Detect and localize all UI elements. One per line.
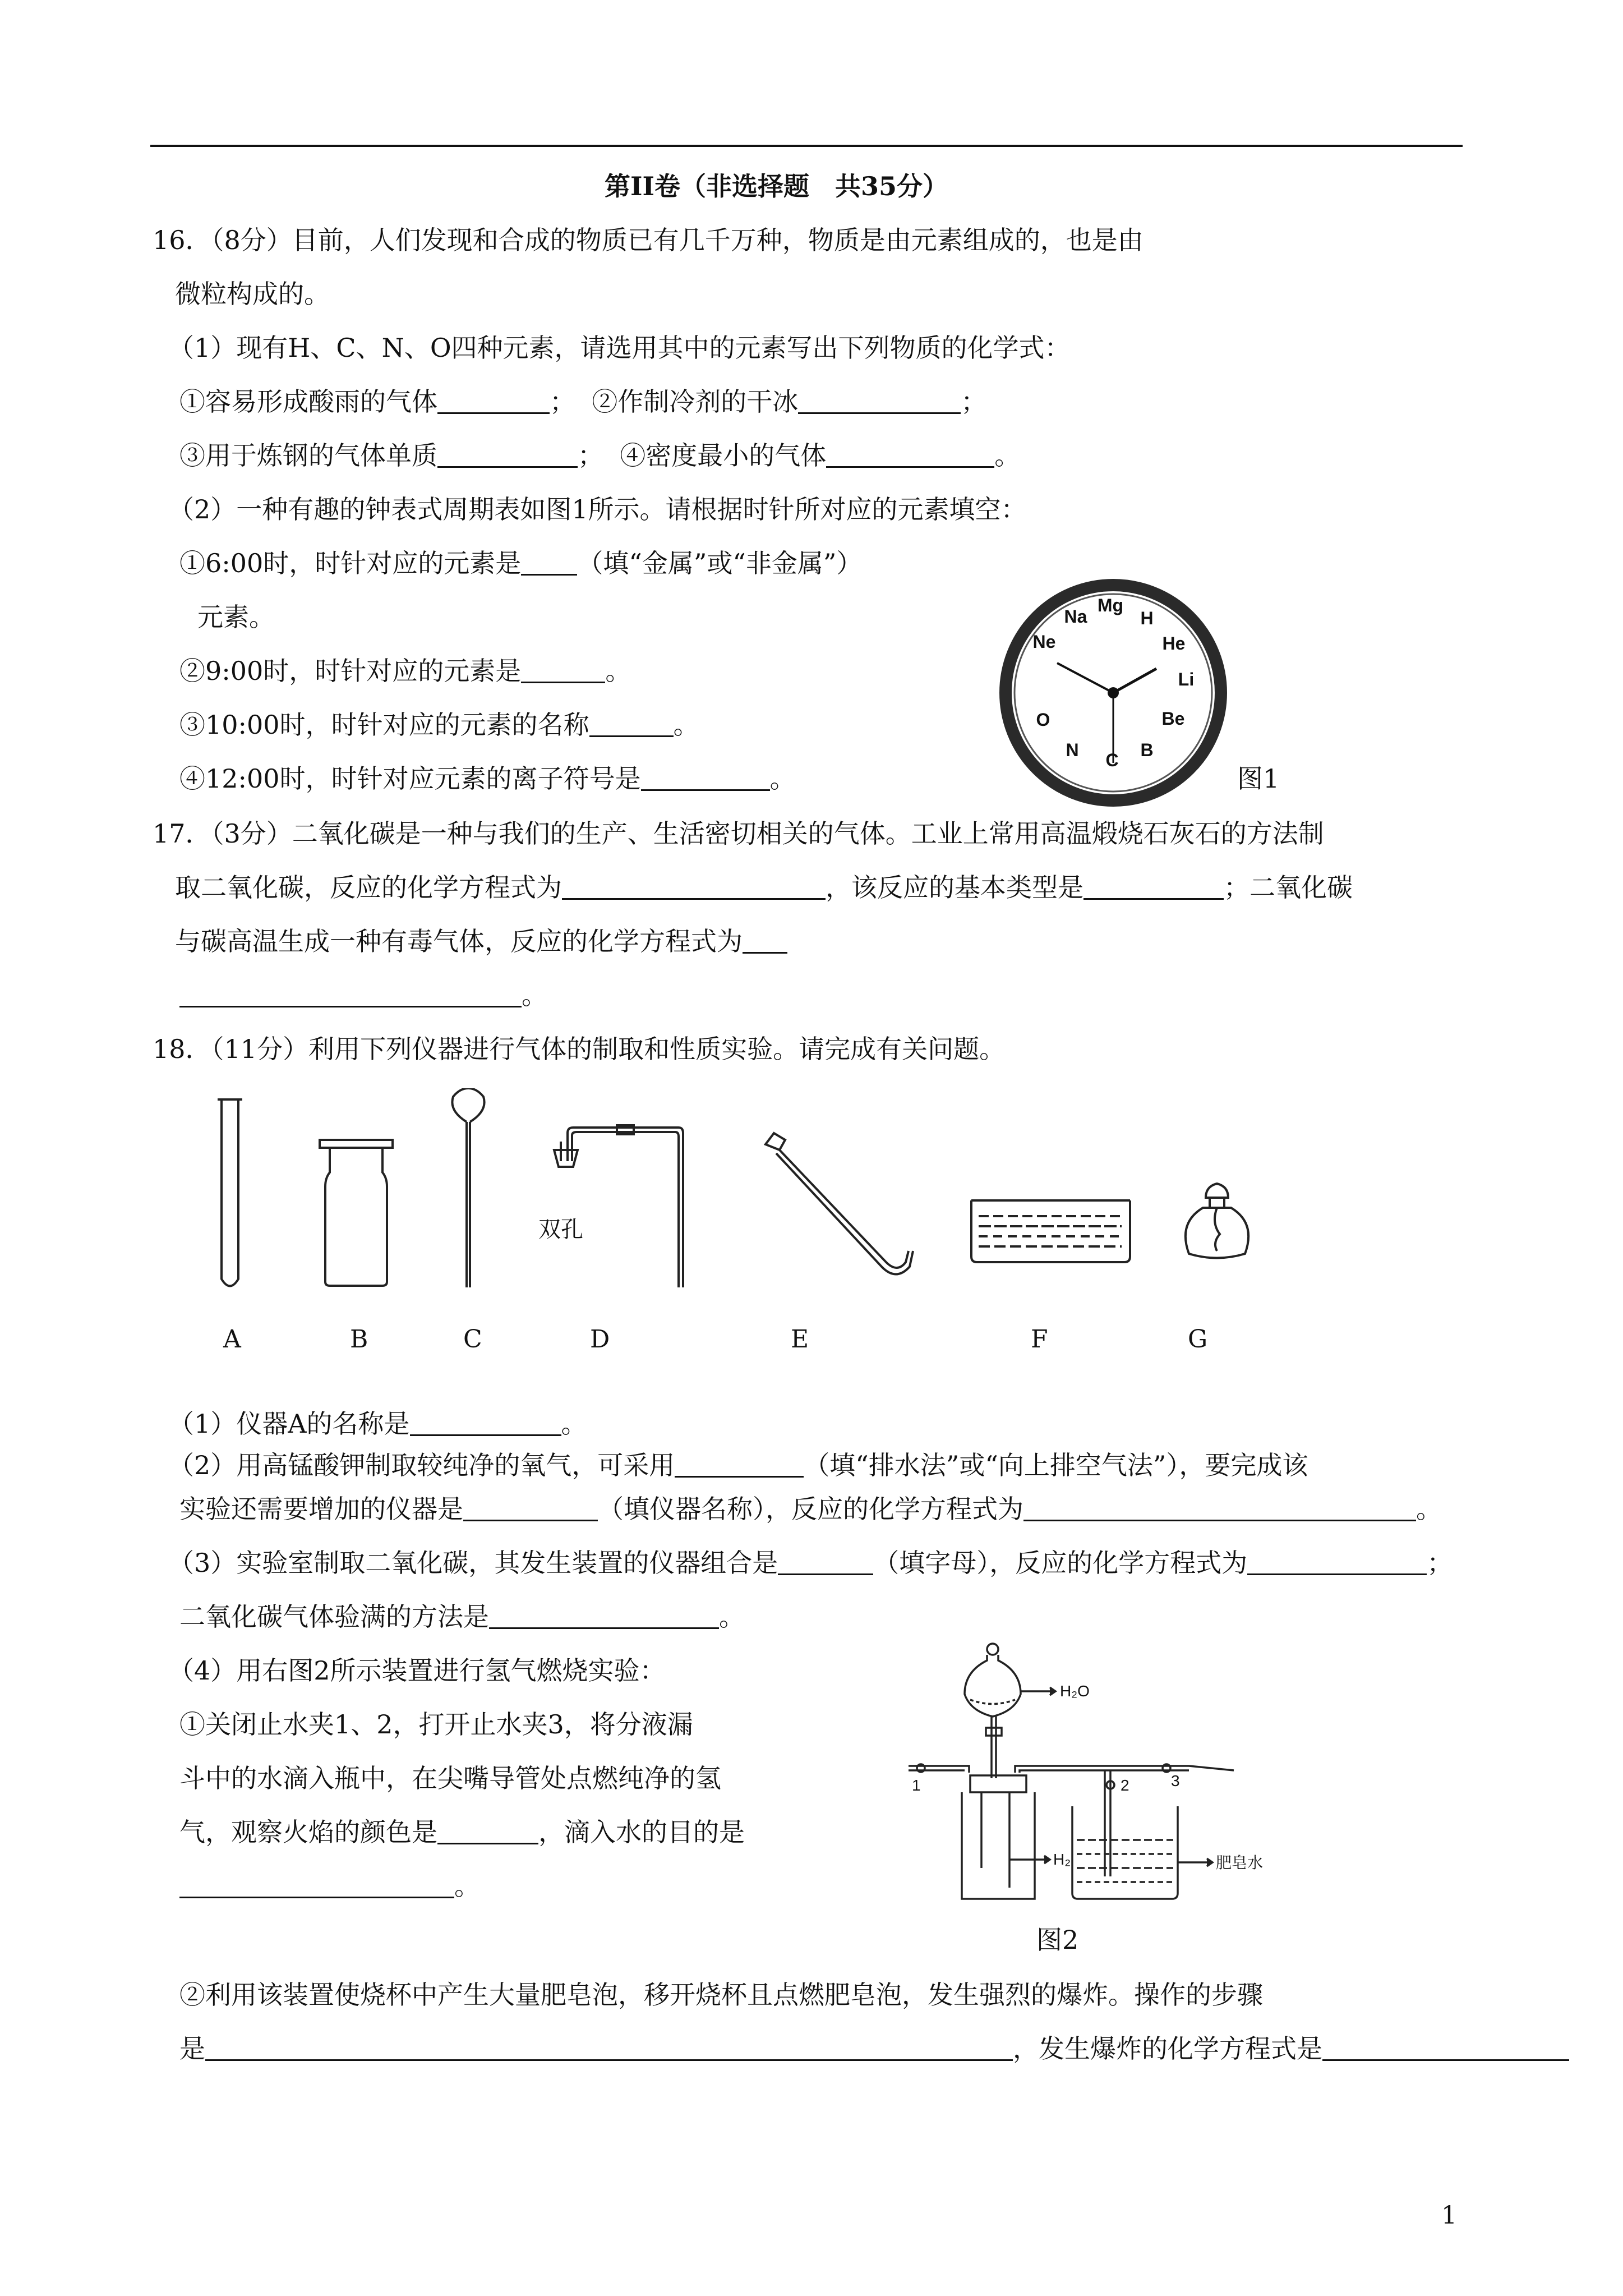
period: 。 <box>454 1871 480 1901</box>
q16-part2: （2）一种有趣的钟表式周期表如图1所示。请根据时针所对应的元素填空： <box>168 494 1027 524</box>
answer-blank[interactable] <box>521 657 605 683</box>
answer-blank[interactable] <box>798 388 961 414</box>
q18-p2-text: （2）用高锰酸钾制取较纯净的氧气，可采用 <box>168 1450 675 1480</box>
answer-blank[interactable] <box>1322 2035 1569 2061</box>
clock-label-na: Na <box>1064 606 1087 627</box>
answer-blank[interactable] <box>675 1451 804 1478</box>
bent-delivery-tube-icon <box>766 1133 913 1274</box>
clock-label-o: O <box>1036 710 1050 730</box>
answer-blank[interactable] <box>205 2035 1013 2061</box>
q16-p1-a: ①容易形成酸雨的气体 <box>179 386 437 417</box>
q18-part2-line1 <box>168 1448 1308 1482</box>
q16-stem-1: 16．（8分）目前，人们发现和合成的物质已有几千万种，物质是由元素组成的，也是由 <box>153 225 1144 255</box>
hydrogen-apparatus-figure <box>909 1638 1312 1902</box>
fig2-h2-label: H₂ <box>1053 1851 1071 1868</box>
beaker-icon <box>1072 1806 1178 1899</box>
q18-part2-line2 <box>179 1492 1442 1526</box>
clock-label-li: Li <box>1178 669 1195 689</box>
answer-blank[interactable] <box>641 765 770 791</box>
separatory-funnel-icon <box>965 1644 1021 1778</box>
q18-p4-1-text: 气，观察火焰的颜色是 <box>179 1817 437 1847</box>
q16-p2-a-cont: 元素。 <box>197 602 275 632</box>
answer-blank[interactable] <box>778 1549 873 1575</box>
q16-p2-d: ④12:00时，时针对应元素的离子符号是 <box>179 763 641 794</box>
q17-line2a: 取二氧化碳，反应的化学方程式为 <box>175 872 562 903</box>
q16-p2-c-line <box>179 708 699 742</box>
label-d: D <box>590 1325 610 1354</box>
q18-stem: 18．（11分）利用下列仪器进行气体的制取和性质实验。请完成有关问题。 <box>153 1034 1006 1064</box>
answer-blank[interactable] <box>437 1818 538 1844</box>
q17-line2b: ，该反应的基本类型是 <box>826 872 1083 903</box>
clock-label-c: C <box>1105 750 1119 770</box>
q16-p1-b: ②作制冷剂的干冰 <box>592 386 799 417</box>
answer-blank[interactable] <box>1247 1549 1427 1575</box>
q17-line1: 17．（3分）二氧化碳是一种与我们的生产、生活密切相关的气体。工业上常用高温煅烧石灰石的方法制 <box>153 818 1324 849</box>
q16-p2-a: ①6:00时，时针对应的元素是 <box>179 548 522 578</box>
answer-blank[interactable] <box>179 981 522 1007</box>
apparatus-figure <box>202 1088 1279 1301</box>
fig2-caption: 图2 <box>1036 1925 1079 1955</box>
answer-blank[interactable] <box>437 388 550 414</box>
answer-blank[interactable] <box>826 441 994 468</box>
alcohol-lamp-icon <box>1186 1184 1248 1258</box>
answer-blank[interactable] <box>463 1495 598 1521</box>
q16-p1-d: ④密度最小的气体 <box>620 440 827 471</box>
q16-p2-c: ③10:00时，时针对应的元素的名称 <box>179 710 589 740</box>
clock-label-mg: Mg <box>1097 595 1124 615</box>
separator: ； <box>550 386 575 417</box>
answer-blank[interactable] <box>1023 1495 1416 1521</box>
fig1-caption: 图1 <box>1237 763 1280 794</box>
clock-label-ne: Ne <box>1032 632 1056 652</box>
period: 。 <box>719 1602 745 1632</box>
label-b: B <box>350 1325 368 1354</box>
q18-p4-1-line4 <box>179 1869 480 1903</box>
q18-p4-1-line3 <box>179 1815 745 1849</box>
answer-blank[interactable] <box>589 711 674 737</box>
period: 。 <box>522 980 547 1010</box>
period: 。 <box>769 763 796 794</box>
period: 。 <box>561 1409 587 1439</box>
water-trough-icon <box>971 1200 1130 1262</box>
label-c: C <box>463 1325 482 1354</box>
fig2-clamp-3-label: 3 <box>1171 1772 1180 1789</box>
q18-p4-1-line1: ①关闭止水夹1、2，打开止水夹3，将分液漏 <box>179 1709 693 1740</box>
section-title: 第II卷（非选择题 共35分） <box>605 171 949 201</box>
q16-part1: （1）现有H、C、N、O四种元素，请选用其中的元素写出下列物质的化学式： <box>168 333 1071 363</box>
label-a: A <box>223 1325 241 1354</box>
long-neck-funnel-icon <box>452 1088 484 1287</box>
q18-p4-2-text2: ，发生爆炸的化学方程式是 <box>1013 2033 1322 2064</box>
q16-p2-b-line <box>179 654 631 688</box>
q18-part4: （4）用右图2所示装置进行氢气燃烧实验： <box>168 1655 666 1686</box>
q18-part3-line2 <box>179 1600 745 1634</box>
answer-blank[interactable] <box>489 1603 719 1629</box>
two-hole-stopper-tube-icon <box>554 1125 683 1287</box>
q18-p2-text2: 实验还需要增加的仪器是 <box>179 1494 463 1524</box>
fig2-clamp-2-label: 2 <box>1121 1777 1129 1794</box>
answer-blank[interactable] <box>410 1410 561 1436</box>
gas-jar-icon <box>320 1140 393 1286</box>
fig2-clamp-1-label: 1 <box>912 1777 921 1794</box>
q16-stem-2: 微粒构成的。 <box>175 279 330 309</box>
q18-p2-hint: （填“排水法”或“向上排空气法”），要完成该 <box>804 1450 1308 1480</box>
q17-line2c: ；二氧化碳 <box>1224 872 1353 903</box>
clock-periodic-table-figure <box>998 578 1228 808</box>
q17-line3 <box>175 924 787 958</box>
q18-part3-line1 <box>168 1546 1453 1580</box>
q18-p4-2-line2 <box>179 2032 1569 2065</box>
period: 。 <box>1416 1494 1442 1524</box>
clock-label-he: He <box>1162 633 1186 654</box>
answer-blank[interactable] <box>179 1872 454 1898</box>
q18-p4-1-text2: ，滴入水的目的是 <box>538 1817 745 1847</box>
q16-p1-row1 <box>179 385 986 418</box>
q16-p1-c: ③用于炼钢的气体单质 <box>179 440 437 471</box>
separator: ； <box>961 386 987 417</box>
q16-p2-a-line <box>179 546 862 580</box>
gas-bottle-icon <box>962 1775 1035 1899</box>
clock-label-b: B <box>1140 740 1154 760</box>
q18-p4-2-text: 是 <box>179 2033 205 2064</box>
q18-p4-2-line1: ②利用该装置使烧杯中产生大量肥皂泡，移开烧杯且点燃肥皂泡，发生强烈的爆炸。操作的步骤 <box>179 1980 1263 2010</box>
q16-p2-b: ②9:00时，时针对应的元素是 <box>179 656 522 686</box>
separator: ； <box>1427 1548 1453 1578</box>
fig2-soap-label: 肥皂水 <box>1216 1854 1264 1871</box>
top-rule <box>150 145 1463 147</box>
answer-blank[interactable] <box>562 873 826 900</box>
clock-label-be: Be <box>1161 708 1185 729</box>
q17-line4 <box>179 978 547 1012</box>
label-e: E <box>791 1325 809 1354</box>
q18-p3-text: （3）实验室制取二氧化碳，其发生装置的仪器组合是 <box>168 1548 778 1578</box>
q18-p3-text3: 二氧化碳气体验满的方法是 <box>179 1602 489 1632</box>
q17-line3-text: 与碳高温生成一种有毒气体，反应的化学方程式为 <box>175 926 743 956</box>
fig2-h2o-label: H₂O <box>1060 1682 1090 1700</box>
clock-label-h: H <box>1140 608 1154 628</box>
q18-part1 <box>168 1407 587 1441</box>
q16-p2-d-line <box>179 762 796 795</box>
q18-p4-1-line2: 斗中的水滴入瓶中，在尖嘴导管处点燃纯净的氢 <box>179 1763 721 1793</box>
label-f: F <box>1031 1325 1048 1354</box>
label-g: G <box>1188 1325 1208 1354</box>
answer-blank[interactable] <box>437 441 578 468</box>
answer-blank[interactable] <box>521 549 577 576</box>
page-number: 1 <box>1441 2201 1457 2230</box>
answer-blank[interactable] <box>1083 873 1224 900</box>
q17-line2 <box>175 871 1353 904</box>
period: 。 <box>673 710 699 740</box>
answer-blank[interactable] <box>743 927 787 954</box>
test-tube-icon <box>218 1099 242 1286</box>
d-label-two-hole: 双孔 <box>538 1217 583 1243</box>
q16-p1-row2 <box>179 439 1020 472</box>
q18-p3-text2: （填字母），反应的化学方程式为 <box>873 1548 1248 1578</box>
period: 。 <box>994 440 1021 471</box>
separator: ； <box>578 440 603 471</box>
q16-p2-a-hint: （填“金属”或“非金属”） <box>577 548 863 578</box>
q18-p2-text3: （填仪器名称），反应的化学方程式为 <box>598 1494 1023 1524</box>
right-tube <box>1015 1766 1234 1773</box>
clock-label-n: N <box>1066 740 1079 760</box>
q18-p1-text: （1）仪器A的名称是 <box>168 1409 410 1439</box>
period: 。 <box>605 656 631 686</box>
